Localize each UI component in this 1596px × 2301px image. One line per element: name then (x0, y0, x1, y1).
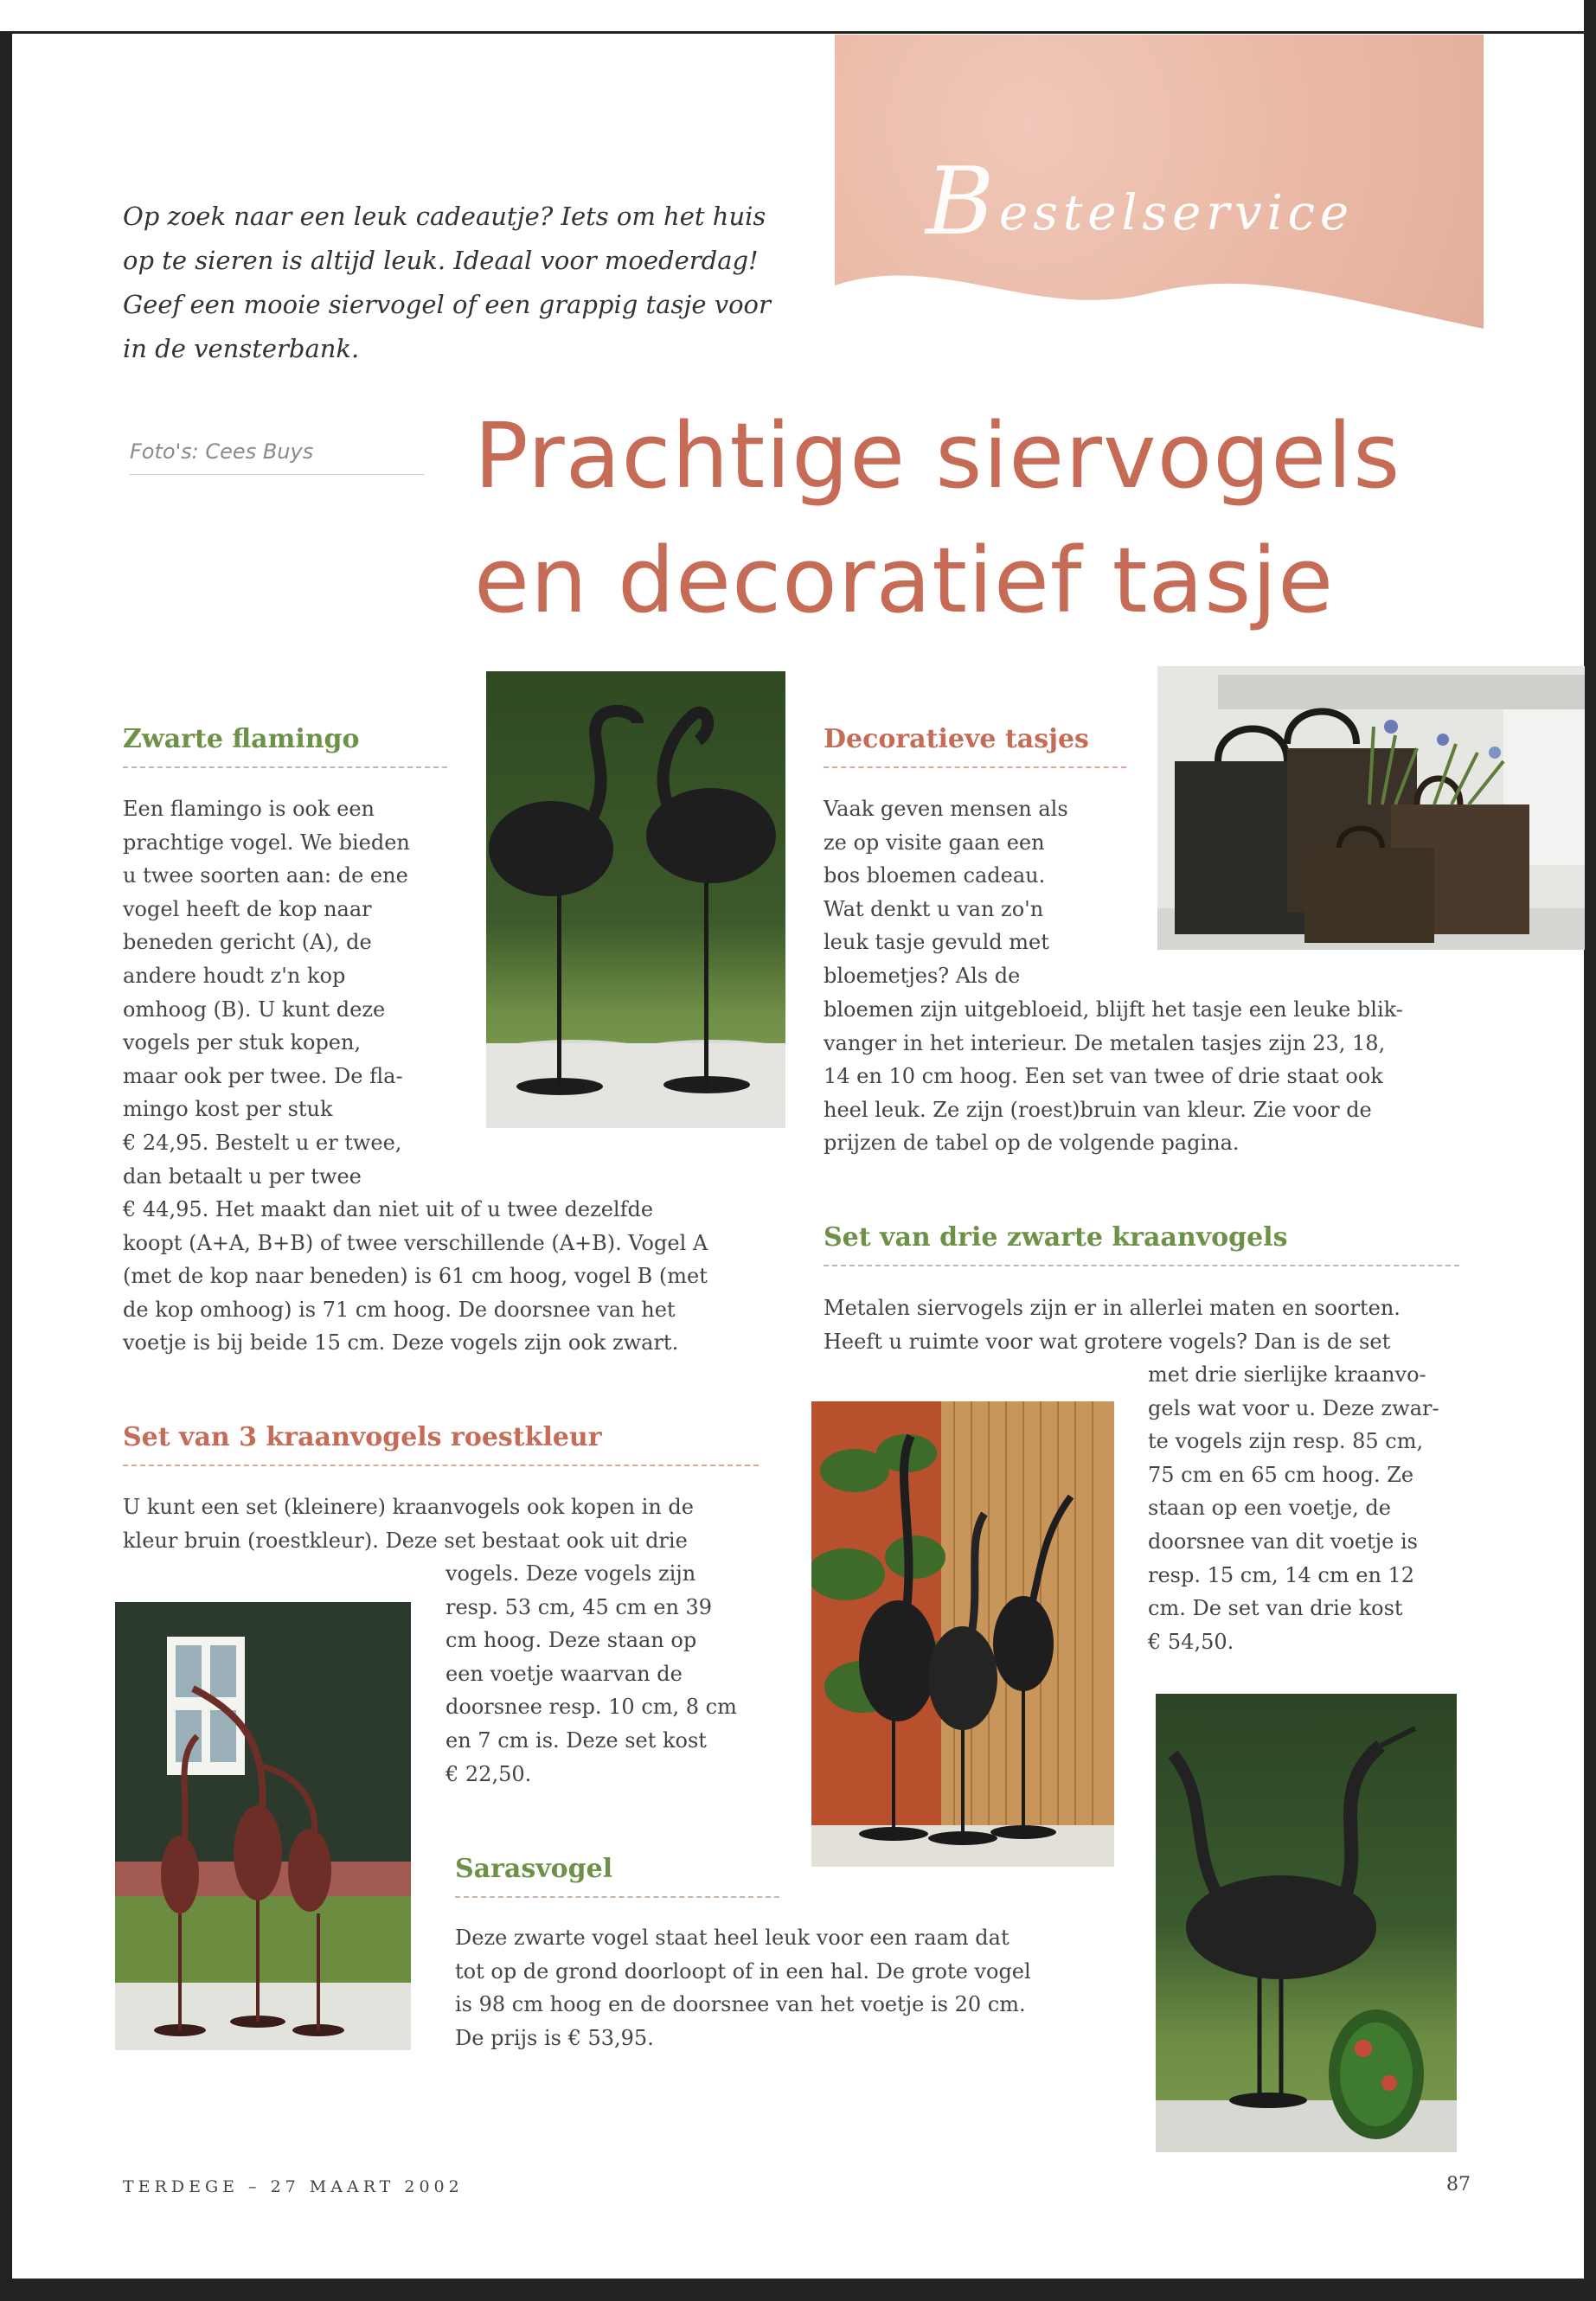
photo-credit: Foto's: Cees Buys (130, 439, 424, 475)
sarasvogel-photo (1156, 1694, 1457, 2152)
text-line: U kunt een set (kleinere) kraanvogels ook kopen in de (123, 1495, 694, 1519)
intro-line: Op zoek naar een leuk cadeautje? Iets om het huis (123, 202, 766, 231)
text-line: vogel heeft de kop naar (123, 896, 372, 921)
text-line: met drie sierlijke kraanvo- (1148, 1362, 1426, 1387)
text-line: gels wat voor u. Deze zwar- (1148, 1395, 1439, 1420)
text-line: Heeft u ruimte voor wat grotere vogels? Dan is de set (824, 1329, 1391, 1354)
text-line: en 7 cm is. Deze set kost (445, 1727, 707, 1753)
text-line: tot op de grond doorloopt of in een hal. De grote vogel (455, 1958, 1031, 1984)
text-line: vogels. Deze vogels zijn (445, 1561, 696, 1586)
page-frame-right (1584, 0, 1596, 2301)
text-line: vanger in het interieur. De metalen tasjes zijn 23, 18, (824, 1030, 1386, 1055)
intro-text (123, 195, 780, 371)
zwarte-kraanvogels-text-narrow (1148, 1358, 1494, 1658)
text-line: kleur bruin (roestkleur). Deze set bestaat ook uit drie (123, 1528, 688, 1553)
roest-kraanvogels-text-narrow (445, 1557, 792, 1791)
text-line: € 22,50. (445, 1761, 532, 1786)
text-line: bos bloemen cadeau. (824, 863, 1046, 888)
text-line: doorsnee van dit voetje is (1148, 1529, 1418, 1554)
page-frame-left (0, 31, 12, 2280)
text-line: koopt (A+A, B+B) of twee verschillende (A+B). Vogel A (123, 1230, 708, 1255)
banner-background (835, 35, 1484, 337)
text-line: De prijs is € 53,95. (455, 2025, 654, 2050)
banner-wave (835, 35, 1484, 337)
text-line: prijzen de tabel op de volgende pagina. (824, 1131, 1240, 1156)
text-line: is 98 cm hoog en de doorsnee van het voetje is 20 cm. (455, 1992, 1026, 2017)
roest-kraanvogels-heading: Set van 3 kraanvogels roestkleur (123, 1422, 602, 1452)
text-line: € 54,50. (1148, 1629, 1234, 1654)
banner-script: estelservice (999, 185, 1355, 241)
text-line: Metalen siervogels zijn er in allerlei maten en soorten. (824, 1296, 1401, 1320)
text-line: de kop omhoog) is 71 cm hoog. De doorsnee van het (123, 1297, 676, 1322)
sarasvogel-rule (455, 1896, 779, 1898)
text-line: cm. De set van drie kost (1148, 1596, 1403, 1621)
roest-kraanvogels-rule (123, 1465, 759, 1466)
text-line: vogels per stuk kopen, (123, 1030, 362, 1055)
text-line: Wat denkt u van zo'n (824, 896, 1044, 921)
text-line: beneden gericht (A), de (123, 930, 372, 955)
sarasvogel-text (455, 1921, 1130, 2054)
text-line: (met de kop naar beneden) is 61 cm hoog, vogel B (met (123, 1264, 708, 1289)
flamingo-text-wide (123, 1193, 780, 1360)
text-line: mingo kost per stuk (123, 1097, 333, 1122)
text-line: € 24,95. Bestelt u er twee, (123, 1130, 402, 1155)
text-line: Een flamingo is ook een (123, 797, 375, 821)
text-line: ze op visite gaan een (824, 830, 1045, 855)
tasjes-photo (1157, 666, 1585, 950)
text-line: andere houdt z'n kop (123, 963, 346, 988)
footer-publication: TERDEGE – 27 MAART 2002 (123, 2177, 464, 2196)
text-line: maar ook per twee. De fla- (123, 1063, 403, 1088)
text-line: cm hoog. Deze staan op (445, 1628, 697, 1653)
flamingo-heading: Zwarte flamingo (123, 724, 360, 754)
zwarte-kraanvogels-rule (824, 1265, 1459, 1266)
text-line: leuk tasje gevuld met (824, 930, 1049, 955)
page-title (474, 394, 1512, 643)
zwarte-kraanvogels-photo (811, 1401, 1114, 1867)
text-line: staan op een voetje, de (1148, 1496, 1391, 1521)
intro-line: op te sieren is altijd leuk. Ideaal voor moederdag! (123, 246, 759, 275)
text-line: een voetje waarvan de (445, 1661, 683, 1686)
text-line: Vaak geven mensen als (824, 797, 1068, 821)
text-line: resp. 15 cm, 14 cm en 12 (1148, 1562, 1415, 1587)
tasjes-text-wide (824, 993, 1490, 1160)
text-line: omhoog (B). U kunt deze (123, 997, 386, 1022)
tasjes-heading: Decoratieve tasjes (824, 724, 1089, 754)
tasjes-text-narrow (824, 792, 1135, 993)
text-line: voetje is bij beide 15 cm. Deze vogels zijn ook zwart. (123, 1330, 679, 1356)
text-line: heel leuk. Ze zijn (roest)bruin van kleur. Zie voor de (824, 1097, 1372, 1122)
page-frame-bottom (0, 2279, 1596, 2301)
text-line: 14 en 10 cm hoog. Een set van twee of drie staat ook (824, 1064, 1383, 1089)
text-line: doorsnee resp. 10 cm, 8 cm (445, 1695, 737, 1720)
text-line: 75 cm en 65 cm hoog. Ze (1148, 1462, 1414, 1487)
flamingo-text-narrow (123, 792, 469, 1193)
intro-line: Geef een mooie siervogel of een grappig tasje voor (123, 290, 771, 319)
text-line: dan betaalt u per twee (123, 1163, 362, 1189)
roest-kraanvogels-photo (115, 1602, 411, 2050)
text-line: bloemen zijn uitgebloeid, blijft het tasje een leuke blik- (824, 997, 1403, 1022)
zwarte-kraanvogels-heading: Set van drie zwarte kraanvogels (824, 1222, 1288, 1253)
banner-initial: B (926, 148, 995, 256)
tasjes-rule (824, 766, 1126, 768)
flamingo-photo (486, 671, 785, 1128)
text-line: bloemetjes? Als de (824, 963, 1021, 988)
page-number: 87 (1446, 2174, 1471, 2195)
intro-line: in de vensterbank. (123, 334, 360, 363)
sarasvogel-heading: Sarasvogel (455, 1854, 613, 1884)
roest-kraanvogels-text-wide (123, 1490, 780, 1557)
flamingo-rule (123, 766, 447, 768)
title-line: Prachtige siervogels (474, 403, 1401, 509)
text-line: u twee soorten aan: de ene (123, 863, 408, 888)
zwarte-kraanvogels-text-wide (824, 1292, 1490, 1358)
text-line: € 44,95. Het maakt dan niet uit of u twee dezelfde (123, 1197, 654, 1221)
text-line: Deze zwarte vogel staat heel leuk voor een raam dat (455, 1926, 1010, 1950)
text-line: te vogels zijn resp. 85 cm, (1148, 1429, 1424, 1454)
text-line: prachtige vogel. We bieden (123, 830, 410, 855)
page-frame-top (0, 0, 1596, 34)
title-line: en decoratief tasje (474, 528, 1335, 633)
text-line: resp. 53 cm, 45 cm en 39 (445, 1594, 713, 1619)
